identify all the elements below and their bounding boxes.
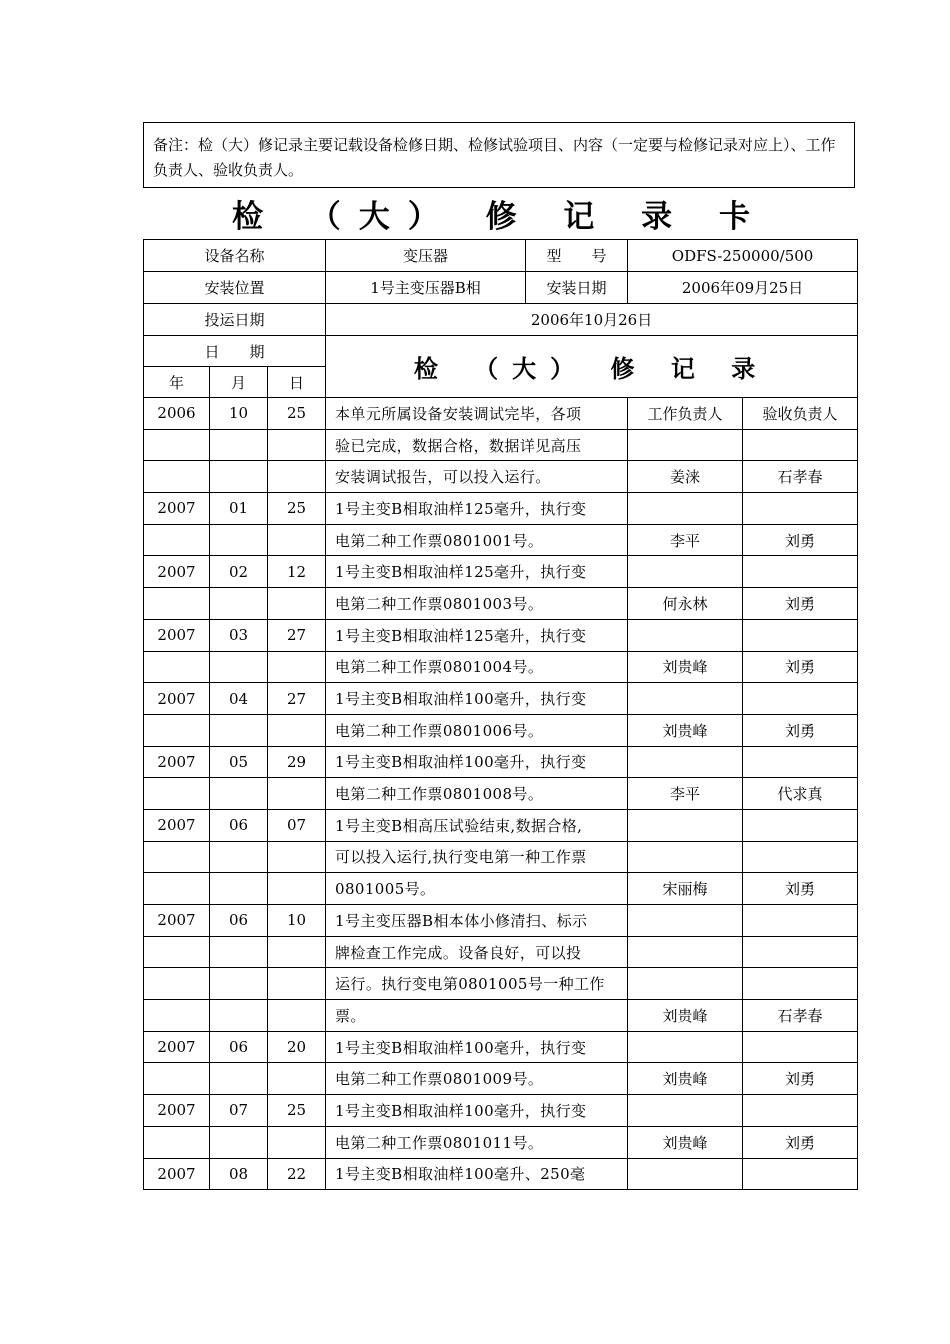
table-row [144,1126,858,1158]
cell-content: 1号主变B相取油样100毫升，执行变 [326,1031,628,1063]
cell-month [210,429,268,461]
info-row-commission [144,304,858,336]
cell-day: 25 [268,398,326,430]
cell-year: 2007 [144,905,210,937]
table-row [144,809,858,841]
cell-acceptance-leader: 石孝春 [743,461,858,493]
cell-work-leader [628,809,743,841]
cell-year: 2007 [144,493,210,525]
table-row [144,683,858,715]
cell-day [268,936,326,968]
table-row [144,714,858,746]
cell-work-leader [628,493,743,525]
table-row [144,588,858,620]
cell-work-leader: 刘贵峰 [628,1126,743,1158]
table-row [144,968,858,1000]
cell-year [144,1000,210,1032]
device-name-label: 设备名称 [144,240,326,272]
cell-work-leader: 刘贵峰 [628,651,743,683]
cell-month [210,651,268,683]
cell-content: 1号主变压器B相本体小修清扫、标示 [326,905,628,937]
commission-date-value: 2006年10月26日 [326,304,858,336]
month-header: 月 [210,367,268,398]
cell-work-leader [628,1158,743,1190]
cell-month [210,1126,268,1158]
cell-acceptance-leader: 刘勇 [743,651,858,683]
cell-work-leader [628,1031,743,1063]
cell-month [210,873,268,905]
table-row [144,651,858,683]
location-value: 1号主变压器B相 [326,272,526,304]
info-row-location [144,272,858,304]
location-label: 安装位置 [144,272,326,304]
cell-work-leader: 何永林 [628,588,743,620]
cell-year [144,873,210,905]
cell-month: 10 [210,398,268,430]
table-row [144,556,858,588]
cell-work-leader [628,429,743,461]
cell-acceptance-leader [743,905,858,937]
maintenance-record-table [143,239,858,1190]
cell-year [144,651,210,683]
cell-work-leader [628,683,743,715]
cell-month: 06 [210,905,268,937]
cell-month: 03 [210,619,268,651]
cell-year [144,1063,210,1095]
table-row [144,746,858,778]
cell-acceptance-leader [743,936,858,968]
install-date-label: 安装日期 [526,272,628,304]
cell-month: 06 [210,1031,268,1063]
cell-month: 08 [210,1158,268,1190]
cell-work-leader: 姜涞 [628,461,743,493]
cell-work-leader [628,968,743,1000]
cell-content: 1号主变B相取油样125毫升，执行变 [326,493,628,525]
cell-month: 07 [210,1095,268,1127]
cell-year [144,778,210,810]
table-row [144,905,858,937]
header-row-date [144,336,858,367]
cell-month [210,714,268,746]
cell-day [268,873,326,905]
cell-year [144,936,210,968]
cell-work-leader: 李平 [628,778,743,810]
cell-year [144,429,210,461]
table-row [144,524,858,556]
cell-content: 验已完成，数据合格，数据详见高压 [326,429,628,461]
cell-acceptance-leader: 代求真 [743,778,858,810]
cell-month: 01 [210,493,268,525]
cell-year [144,461,210,493]
cell-acceptance-leader [743,429,858,461]
commission-label: 投运日期 [144,304,326,336]
table-row [144,619,858,651]
cell-content: 1号主变B相取油样125毫升，执行变 [326,556,628,588]
cell-day [268,968,326,1000]
cell-acceptance-leader [743,809,858,841]
cell-work-leader [628,619,743,651]
cell-content: 电第二种工作票0801001号。 [326,524,628,556]
page-title: 检 （大） 修 记 录 卡 [232,199,768,235]
device-name-value: 变压器 [326,240,526,272]
work-leader-header: 工作负责人 [628,398,743,430]
cell-content: 可以投入运行,执行变电第一种工作票 [326,841,628,873]
cell-work-leader: 刘贵峰 [628,1000,743,1032]
info-row-device [144,240,858,272]
cell-month [210,588,268,620]
cell-acceptance-leader [743,841,858,873]
cell-year: 2007 [144,1095,210,1127]
cell-day [268,1063,326,1095]
cell-acceptance-leader: 刘勇 [743,588,858,620]
cell-work-leader [628,556,743,588]
cell-month [210,524,268,556]
cell-day [268,524,326,556]
cell-work-leader [628,1095,743,1127]
cell-content: 电第二种工作票0801011号。 [326,1126,628,1158]
cell-acceptance-leader [743,1158,858,1190]
cell-day [268,778,326,810]
cell-day [268,1000,326,1032]
cell-month: 05 [210,746,268,778]
cell-acceptance-leader: 刘勇 [743,714,858,746]
cell-year: 2007 [144,746,210,778]
model-value: ODFS-250000/500 [628,240,858,272]
cell-acceptance-leader [743,619,858,651]
cell-work-leader [628,936,743,968]
cell-acceptance-leader [743,1095,858,1127]
table-row [144,493,858,525]
cell-year: 2007 [144,683,210,715]
table-row [144,398,858,430]
cell-day [268,429,326,461]
cell-month [210,778,268,810]
cell-year: 2007 [144,809,210,841]
cell-acceptance-leader [743,1031,858,1063]
cell-acceptance-leader: 刘勇 [743,873,858,905]
cell-day: 22 [268,1158,326,1190]
cell-month [210,936,268,968]
cell-month: 04 [210,683,268,715]
cell-day [268,841,326,873]
table-row [144,1095,858,1127]
table-row [144,1063,858,1095]
cell-acceptance-leader [743,493,858,525]
table-row [144,1031,858,1063]
remark-note: 备注：检（大）修记录主要记载设备检修日期、检修试验项目、内容（一定要与检修记录对应上）、工作负责人、验收负责人。 [143,122,855,188]
cell-work-leader: 刘贵峰 [628,714,743,746]
table-row [144,873,858,905]
cell-work-leader [628,841,743,873]
cell-content: 本单元所属设备安装调试完毕，各项 [326,398,628,430]
acceptance-leader-header: 验收负责人 [743,398,858,430]
cell-work-leader: 刘贵峰 [628,1063,743,1095]
date-header: 日 期 [144,336,326,367]
cell-acceptance-leader: 刘勇 [743,524,858,556]
cell-day [268,461,326,493]
cell-month [210,841,268,873]
cell-day: 25 [268,1095,326,1127]
cell-day [268,1126,326,1158]
cell-content: 牌检查工作完成。设备良好，可以投 [326,936,628,968]
cell-content: 1号主变B相取油样100毫升、250毫 [326,1158,628,1190]
cell-content: 1号主变B相取油样100毫升，执行变 [326,1095,628,1127]
cell-acceptance-leader [743,746,858,778]
cell-year: 2007 [144,1031,210,1063]
cell-content: 0801005号。 [326,873,628,905]
install-date-value: 2006年09月25日 [628,272,858,304]
cell-day: 29 [268,746,326,778]
cell-day: 25 [268,493,326,525]
cell-work-leader [628,746,743,778]
table-row [144,936,858,968]
cell-content: 安装调试报告，可以投入运行。 [326,461,628,493]
cell-day [268,651,326,683]
cell-year [144,714,210,746]
cell-year [144,1126,210,1158]
cell-day: 10 [268,905,326,937]
cell-acceptance-leader: 刘勇 [743,1063,858,1095]
cell-year [144,968,210,1000]
cell-year [144,588,210,620]
cell-content: 运行。执行变电第0801005号一种工作 [326,968,628,1000]
table-row [144,1000,858,1032]
cell-content: 1号主变B相取油样125毫升，执行变 [326,619,628,651]
cell-year: 2007 [144,619,210,651]
cell-content: 票。 [326,1000,628,1032]
cell-content: 电第二种工作票0801003号。 [326,588,628,620]
cell-acceptance-leader [743,683,858,715]
cell-content: 电第二种工作票0801006号。 [326,714,628,746]
table-row [144,1158,858,1190]
cell-year: 2006 [144,398,210,430]
cell-content: 1号主变B相取油样100毫升，执行变 [326,746,628,778]
cell-day [268,714,326,746]
table-row [144,461,858,493]
cell-content: 电第二种工作票0801009号。 [326,1063,628,1095]
cell-month [210,1063,268,1095]
cell-content: 电第二种工作票0801004号。 [326,651,628,683]
cell-acceptance-leader: 石孝春 [743,1000,858,1032]
cell-day: 12 [268,556,326,588]
cell-work-leader: 宋丽梅 [628,873,743,905]
table-row [144,429,858,461]
cell-year [144,524,210,556]
cell-day [268,588,326,620]
cell-month: 06 [210,809,268,841]
cell-month: 02 [210,556,268,588]
year-header: 年 [144,367,210,398]
cell-day: 07 [268,809,326,841]
day-header: 日 [268,367,326,398]
cell-content: 1号主变B相高压试验结束,数据合格, [326,809,628,841]
cell-acceptance-leader: 刘勇 [743,1126,858,1158]
cell-day: 27 [268,683,326,715]
cell-month [210,461,268,493]
table-row [144,778,858,810]
cell-year: 2007 [144,556,210,588]
model-label: 型 号 [526,240,628,272]
cell-content: 1号主变B相取油样100毫升，执行变 [326,683,628,715]
cell-content: 电第二种工作票0801008号。 [326,778,628,810]
cell-work-leader: 李平 [628,524,743,556]
cell-acceptance-leader [743,556,858,588]
record-header: 检 （大） 修 记 录 [326,336,858,398]
cell-day: 20 [268,1031,326,1063]
cell-year [144,841,210,873]
table-row [144,841,858,873]
cell-work-leader [628,905,743,937]
cell-day: 27 [268,619,326,651]
cell-month [210,968,268,1000]
cell-month [210,1000,268,1032]
cell-year: 2007 [144,1158,210,1190]
cell-acceptance-leader [743,968,858,1000]
